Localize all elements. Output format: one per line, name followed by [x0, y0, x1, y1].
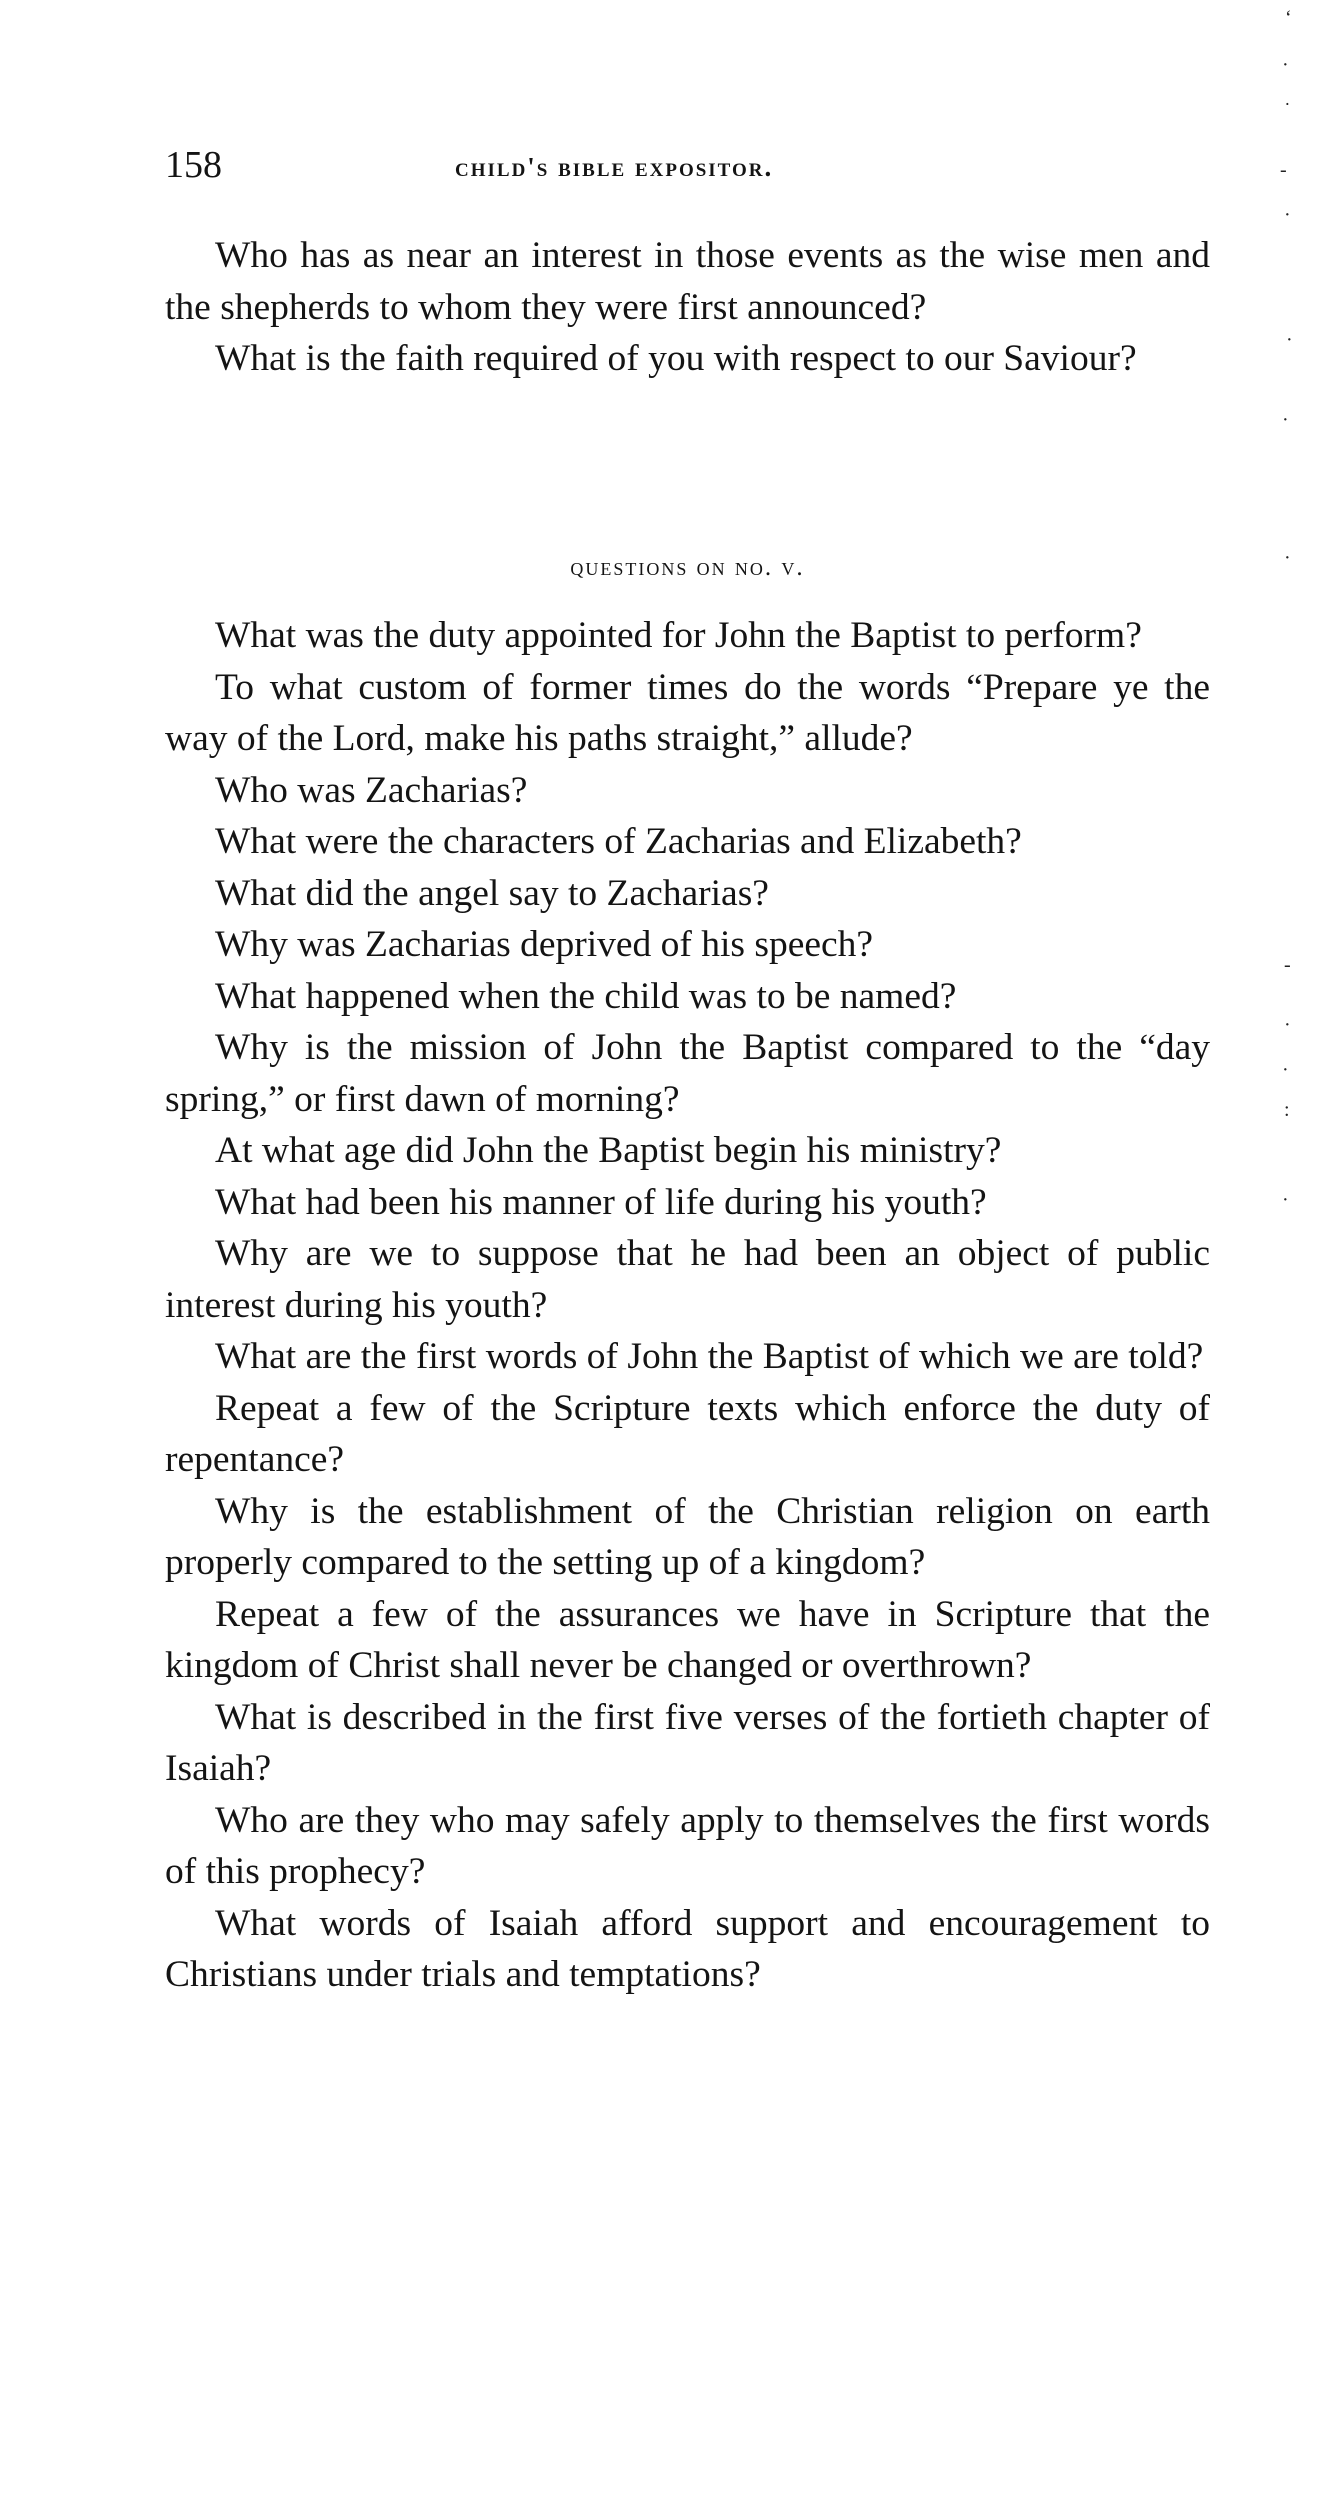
scan-speck: · [1282, 1189, 1289, 1211]
question-item: What did the angel say to Zacharias? [215, 872, 769, 914]
question-item: Why are we to suppose that he had been an object of public interest during his youth? [165, 1233, 1210, 1326]
intro-questions [165, 230, 1210, 385]
scan-speck: · [1284, 547, 1291, 569]
scan-speck: - [1280, 159, 1287, 181]
question-item: What were the characters of Zacharias and Elizabeth? [215, 821, 1022, 862]
scan-margin-specks [1270, 0, 1331, 2508]
question-item: What had been his manner of life during his youth? [215, 1181, 987, 1223]
question-item: Repeat a few of the Scripture texts which enforce the duty of repentance? [165, 1387, 1210, 1480]
intro-paragraph: What is the faith required of you with respect to our Saviour? [215, 338, 1137, 379]
section-heading: questions on no. v. [570, 554, 805, 581]
question-item: What words of Isaiah afford support and encouragement to Christians under trials and temptations? [165, 1902, 1210, 1995]
scan-speck: · [1286, 329, 1293, 351]
page-header [165, 140, 1220, 200]
intro-paragraph: Who has as near an interest in those events as the wise men and the shepherds to whom they were first announced? [165, 235, 1210, 328]
scan-speck: · [1284, 204, 1291, 226]
scan-speck: ˙ [1284, 99, 1291, 121]
question-item: At what age did John the Baptist begin his ministry? [215, 1130, 1002, 1171]
scan-speck: : [1284, 1099, 1290, 1121]
scan-speck: · [1282, 409, 1289, 431]
question-item: Why is the mission of John the Baptist compared to the “day spring,” or first dawn of morning? [165, 1027, 1210, 1120]
question-item: What is described in the first five verses of the fortieth chapter of Isaiah? [165, 1696, 1210, 1789]
scan-speck: - [1284, 954, 1291, 976]
question-item: What was the duty appointed for John the Baptist to perform? [215, 615, 1142, 656]
page-number: 158 [165, 144, 222, 186]
question-item: Who was Zacharias? [215, 769, 528, 811]
question-item: To what custom of former times do the words “Prepare ye the way of the Lord, make his paths straight,” allude? [165, 666, 1210, 759]
question-item: Why was Zacharias deprived of his speech? [215, 924, 874, 965]
question-item: Why is the establishment of the Christian religion on earth properly compared to the setting up of a kingdom? [165, 1490, 1210, 1583]
question-item: Repeat a few of the assurances we have in Scripture that the kingdom of Christ shall never be changed or overthrown? [165, 1593, 1210, 1686]
running-title: child's bible expositor. [455, 152, 774, 182]
scan-speck: · [1282, 54, 1289, 76]
question-item: What happened when the child was to be named? [215, 975, 957, 1017]
scan-speck: · [1282, 1059, 1289, 1081]
question-list [165, 610, 1210, 2001]
question-item: Who are they who may safely apply to themselves the first words of this prophecy? [165, 1799, 1210, 1892]
scan-speck: ‘ [1285, 7, 1292, 29]
scan-speck: · [1284, 1014, 1291, 1036]
question-item: What are the first words of John the Baptist of which we are told? [215, 1336, 1204, 1377]
